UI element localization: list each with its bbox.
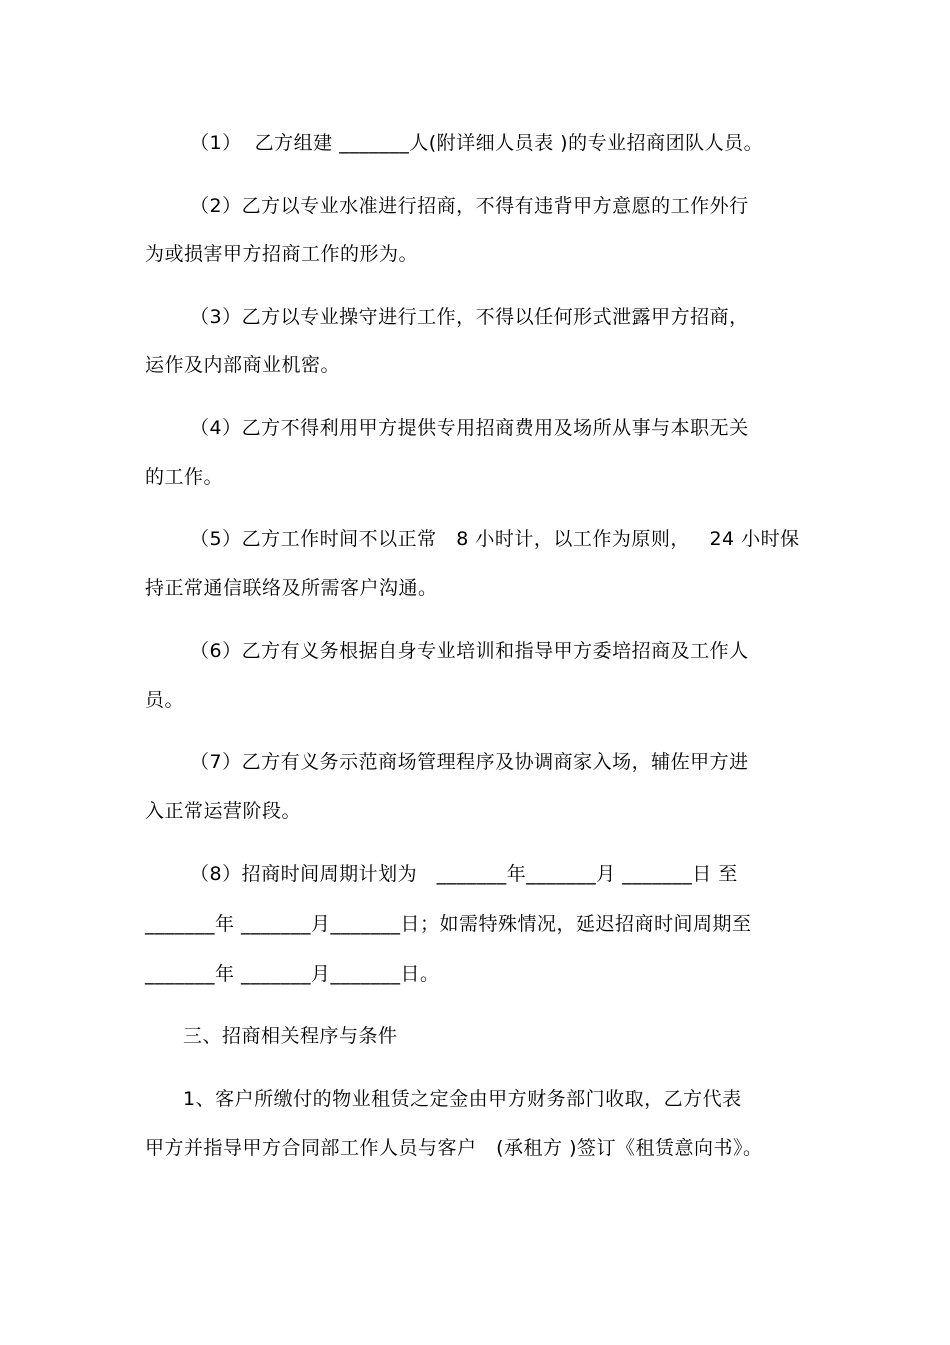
clause-3-line-2: 运作及内部商业机密。 xyxy=(145,354,341,376)
clause-8-line-1: （8）招商时间周期计划为 _______年_______月 _______日 至 xyxy=(190,863,738,885)
clause-3-line-1: （3）乙方以专业操守进行工作，不得以任何形式泄露甲方招商， xyxy=(190,306,749,328)
clause-7-line-1: （7）乙方有义务示范商场管理程序及协调商家入场，辅佐甲方进 xyxy=(190,751,749,773)
item-1-line-1: 1、客户所缴付的物业租赁之定金由甲方财务部门收取，乙方代表 xyxy=(183,1088,742,1110)
item-1-line-2: 甲方并指导甲方合同部工作人员与客户 (承租方 )签订《租赁意向书》。 xyxy=(145,1137,763,1159)
clause-6-line-1: （6）乙方有义务根据自身专业培训和指导甲方委培招商及工作人 xyxy=(190,640,749,662)
clause-4-line-1: （4）乙方不得利用甲方提供专用招商费用及场所从事与本职无关 xyxy=(190,417,749,439)
clause-8-line-3: _______年 _______月_______日。 xyxy=(145,963,440,985)
clause-4-line-2: 的工作。 xyxy=(145,466,224,488)
section-heading: 三、招商相关程序与条件 xyxy=(183,1025,398,1047)
clause-2-line-2: 为或损害甲方招商工作的形为。 xyxy=(145,243,419,265)
clause-2-line-1: （2）乙方以专业水准进行招商，不得有违背甲方意愿的工作外行 xyxy=(190,195,749,217)
clause-1-line-1: （1） 乙方组建 _______人(附详细人员表 )的专业招商团队人员。 xyxy=(190,132,764,154)
clause-6-line-2: 员。 xyxy=(145,689,185,711)
clause-7-line-2: 入正常运营阶段。 xyxy=(145,800,302,822)
clause-8-line-2: _______年 _______月_______日；如需特殊情况，延迟招商时间周期至 xyxy=(145,913,752,935)
clause-5-line-1: （5）乙方工作时间不以正常 8 小时计，以工作为原则， 24 小时保 xyxy=(190,528,800,550)
clause-5-line-2: 持正常通信联络及所需客户沟通。 xyxy=(145,577,438,599)
